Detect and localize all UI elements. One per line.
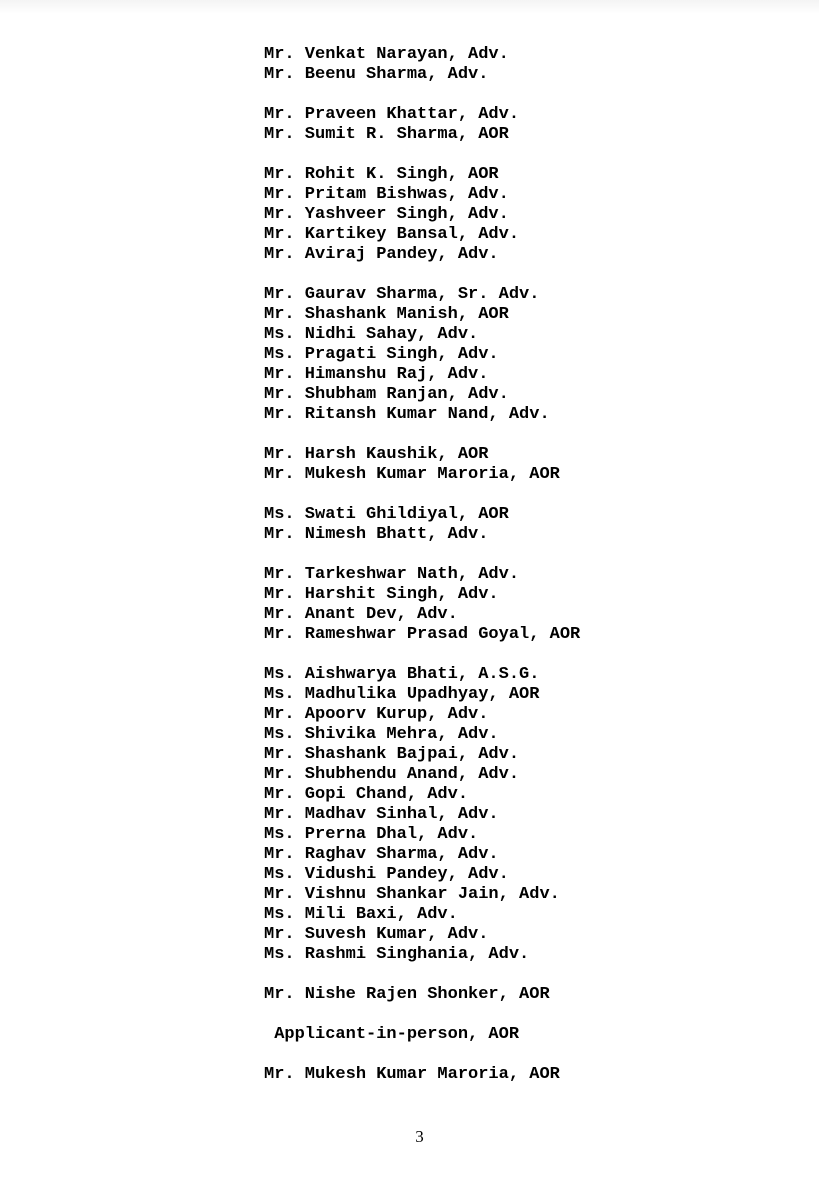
counsel-group (264, 285, 580, 425)
counsel-group (264, 985, 580, 1005)
counsel-name-line: Ms. Prerna Dhal, Adv. (264, 825, 479, 844)
counsel-name-line: Mr. Beenu Sharma, Adv. (264, 65, 489, 84)
page-number: 3 (415, 1127, 424, 1146)
page-top-edge (0, 0, 819, 14)
counsel-name-line: Mr. Mukesh Kumar Maroria, AOR (264, 465, 560, 484)
counsel-name-line: Mr. Anant Dev, Adv. (264, 605, 458, 624)
counsel-name-line: Mr. Himanshu Raj, Adv. (264, 365, 489, 384)
counsel-name-line: Mr. Shubham Ranjan, Adv. (264, 385, 509, 404)
counsel-name-line: Ms. Madhulika Upadhyay, AOR (264, 685, 540, 704)
counsel-group (264, 445, 580, 485)
counsel-name-line: Mr. Shubhendu Anand, Adv. (264, 765, 520, 784)
counsel-name-line: Mr. Venkat Narayan, Adv. (264, 45, 509, 64)
counsel-group (264, 165, 580, 265)
counsel-name-line: Ms. Pragati Singh, Adv. (264, 345, 499, 364)
counsel-name-line: Ms. Shivika Mehra, Adv. (264, 725, 499, 744)
counsel-name-line: Ms. Nidhi Sahay, Adv. (264, 325, 479, 344)
counsel-name-line: Ms. Swati Ghildiyal, AOR (264, 505, 509, 524)
counsel-group (264, 105, 580, 145)
counsel-name-line: Mr. Kartikey Bansal, Adv. (264, 225, 520, 244)
counsel-name-line: Mr. Nishe Rajen Shonker, AOR (264, 985, 550, 1004)
counsel-name-line: Mr. Harsh Kaushik, AOR (264, 445, 489, 464)
counsel-name-line: Mr. Sumit R. Sharma, AOR (264, 125, 509, 144)
counsel-name-line: Mr. Yashveer Singh, Adv. (264, 205, 509, 224)
counsel-name-line: Mr. Rohit K. Singh, AOR (264, 165, 499, 184)
counsel-name-line: Applicant-in-person, AOR (264, 1025, 520, 1044)
counsel-name-line: Mr. Tarkeshwar Nath, Adv. (264, 565, 520, 584)
counsel-group (264, 565, 580, 645)
counsel-name-line: Mr. Apoorv Kurup, Adv. (264, 705, 489, 724)
counsel-name-line: Mr. Gaurav Sharma, Sr. Adv. (264, 285, 540, 304)
counsel-name-line: Mr. Aviraj Pandey, Adv. (264, 245, 499, 264)
counsel-name-line: Mr. Praveen Khattar, Adv. (264, 105, 520, 124)
counsel-appearance-list (264, 45, 580, 1105)
counsel-name-line: Ms. Mili Baxi, Adv. (264, 905, 458, 924)
counsel-name-line: Mr. Rameshwar Prasad Goyal, AOR (264, 625, 581, 644)
counsel-name-line: Mr. Shashank Manish, AOR (264, 305, 509, 324)
counsel-group (264, 665, 580, 965)
counsel-name-line: Ms. Aishwarya Bhati, A.S.G. (264, 665, 540, 684)
counsel-name-line: Mr. Madhav Sinhal, Adv. (264, 805, 499, 824)
counsel-group (264, 505, 580, 545)
counsel-name-line: Ms. Rashmi Singhania, Adv. (264, 945, 530, 964)
counsel-name-line: Mr. Shashank Bajpai, Adv. (264, 745, 520, 764)
counsel-name-line: Mr. Ritansh Kumar Nand, Adv. (264, 405, 550, 424)
counsel-group (264, 1065, 580, 1085)
counsel-group (264, 45, 580, 85)
counsel-name-line: Mr. Harshit Singh, Adv. (264, 585, 499, 604)
counsel-name-line: Mr. Mukesh Kumar Maroria, AOR (264, 1065, 560, 1084)
counsel-name-line: Mr. Raghav Sharma, Adv. (264, 845, 499, 864)
counsel-name-line: Mr. Vishnu Shankar Jain, Adv. (264, 885, 560, 904)
counsel-name-line: Mr. Suvesh Kumar, Adv. (264, 925, 489, 944)
counsel-name-line: Mr. Gopi Chand, Adv. (264, 785, 469, 804)
counsel-name-line: Mr. Nimesh Bhatt, Adv. (264, 525, 489, 544)
counsel-name-line: Ms. Vidushi Pandey, Adv. (264, 865, 509, 884)
counsel-name-line: Mr. Pritam Bishwas, Adv. (264, 185, 509, 204)
counsel-group (264, 1025, 580, 1045)
